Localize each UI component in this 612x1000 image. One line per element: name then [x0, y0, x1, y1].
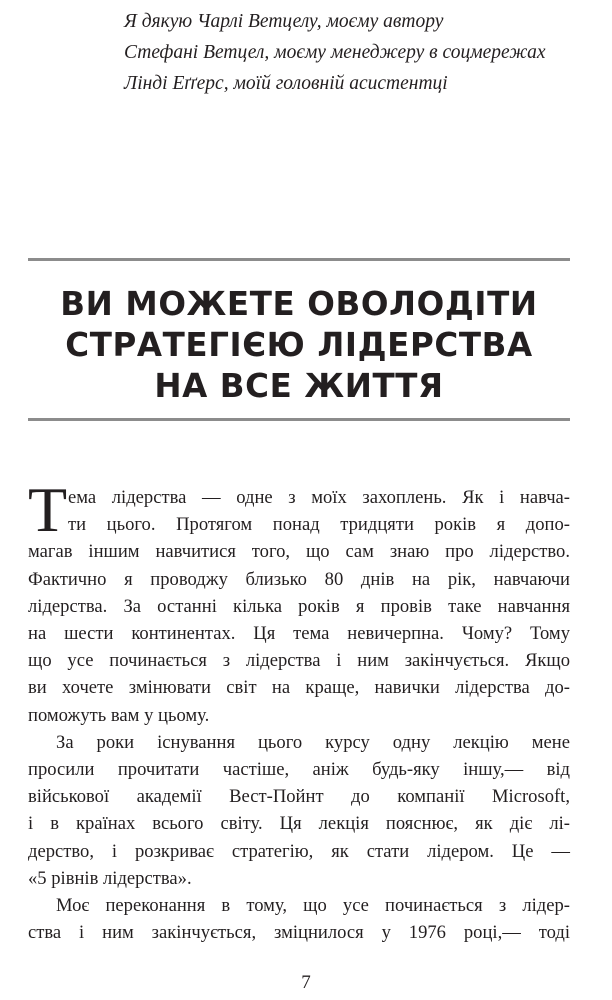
paragraph-1 — [28, 484, 570, 729]
paragraph-2 — [28, 729, 570, 892]
paragraph-3 — [28, 892, 570, 946]
text-line: ства і ним закінчується, зміцнилося у 1976 році,— тоді — [28, 922, 570, 944]
chapter-title — [28, 284, 570, 407]
text-line: ви хочете змінювати світ на краще, навички лідерства до- — [28, 677, 570, 699]
text-line: і в країнах всього світу. Ця лекція пояснює, як діє лі- — [28, 813, 570, 835]
text-line: на шести континентах. Ця тема невичерпна. Чому? Тому — [28, 623, 570, 645]
chapter-title-line: СТРАТЕГІЄЮ ЛІДЕРСТВА — [65, 326, 533, 364]
text-line: «5 рівнів лідерства». — [28, 867, 192, 889]
drop-cap: Т — [28, 474, 68, 545]
text-line: військової академії Вест-Пойнт до компанії Microsoft, — [28, 786, 570, 808]
body-text — [28, 474, 570, 946]
text-line: магав іншим навчитися того, що сам знаю про лідерство. — [28, 541, 570, 563]
text-line: Фактично я проводжу близько 80 днів на рік, навчаючи — [28, 568, 570, 590]
text-line: За роки існування цього курсу одну лекцію мене — [56, 731, 570, 753]
dedication-line: Стефані Ветцел, моєму менеджеру в соцмережах — [124, 42, 546, 63]
title-rule-top — [28, 258, 570, 261]
title-rule-bottom — [28, 418, 570, 421]
text-line: просили прочитати частіше, аніж будь-яку іншу,— від — [28, 759, 570, 781]
text-line: ти цього. Протягом понад тридцяти років я допо- — [68, 514, 570, 536]
chapter-title-line: ВИ МОЖЕТЕ ОВОЛОДІТИ — [60, 285, 538, 323]
dedication-line: Лінді Еґґерс, моїй головній асистентці — [124, 73, 448, 94]
page-number: 7 — [301, 972, 311, 993]
text-line: що усе починається з лідерства і ним закінчується. Якщо — [28, 650, 570, 672]
text-line: ема лідерства — одне з моїх захоплень. Як і навча- — [68, 487, 570, 508]
dedication-line: Я дякую Чарлі Ветцелу, моєму автору — [124, 11, 444, 32]
chapter-title-line: НА ВСЕ ЖИТТЯ — [154, 367, 444, 405]
dedication — [124, 6, 594, 99]
text-line: дерство, і розкриває стратегію, як стати лідером. Це — — [28, 840, 570, 862]
text-line: Моє переконання в тому, що усе починається з лідер- — [56, 895, 570, 917]
text-line: поможуть вам у цьому. — [28, 704, 210, 726]
text-line: лідерства. За останні кілька років я провів таке навчання — [28, 595, 570, 617]
